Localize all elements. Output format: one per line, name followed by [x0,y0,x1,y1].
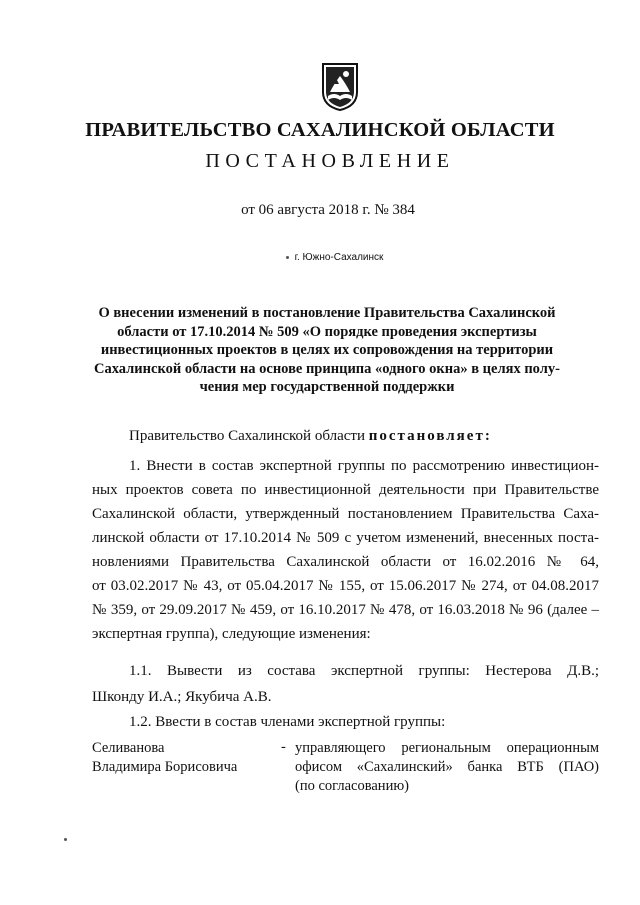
paragraph-line: № 359, от 29.09.2017 № 459, от 16.10.2017 № 478, от 16.03.2018 № 96 (далее – [92,602,599,618]
paragraph-line: 1. Внести в состав экспертной группы по рассмотрению инвестицион- [129,458,599,474]
member-role [295,739,599,796]
paragraph-line: экспертная группа), следующие изменения: [92,626,371,642]
title-line: чения мер государственной поддержки [199,379,455,395]
title-line: инвестиционных проектов в целях их сопровождения на территории [100,342,554,358]
paragraph-line: новлениями Правительства Сахалинской области от 16.02.2016 № 64, [92,554,599,570]
document-city: г. Южно-Сахалинск [294,252,384,263]
title-line: О внесении изменений в постановление Правительства Сахалинской [98,305,556,321]
member-role-line: управляющего региональным операционным [295,740,599,756]
intro-text: Правительство Сахалинской области [129,428,369,444]
item-1-paragraph [92,454,599,646]
paragraph-line: ных проектов совета по инвестиционной деятельности при Правительстве [92,482,599,498]
member-role-line: офисом «Сахалинский» банка ВТБ (ПАО) [295,759,599,775]
document-type-heading: ПОСТАНОВЛЕНИЕ [205,150,455,172]
paragraph-line: Сахалинской области, утвержденный постановлением Правительства Саха- [92,506,599,522]
authority-heading: ПРАВИТЕЛЬСТВО САХАЛИНСКОЙ ОБЛАСТИ [85,119,555,141]
paragraph-line: 1.1. Вывести из состава экспертной группы: Нестерова Д.В.; [129,663,599,679]
document-title [92,304,562,397]
paragraph-line: от 03.02.2017 № 43, от 05.04.2017 № 155, от 15.06.2017 № 274, от 04.08.2017 [92,578,599,594]
paragraph-line: линской области от 17.10.2014 № 509 с учетом изменений, внесенных поста- [92,530,599,546]
intro-decree-word: постановляет: [368,428,492,444]
scan-speck [64,838,67,841]
item-1-2-paragraph [92,710,599,734]
title-line: области от 17.10.2014 № 509 «О порядке проведения экспертизы [117,323,537,340]
member-name [92,739,237,777]
paragraph-line: 1.2. Ввести в состав членами экспертной группы: [129,714,446,730]
sakhalin-coat-of-arms-icon [320,62,360,112]
member-name-line: Селиванова [92,740,165,756]
intro-paragraph [92,424,599,448]
title-line: Сахалинской области на основе принципа «одного окна» в целях полу- [94,360,560,377]
paragraph-line: Шконду И.А.; Якубича А.В. [92,689,272,705]
member-dash: - [281,739,286,755]
scan-speck [286,256,289,259]
member-name-line: Владимира Борисовича [92,759,238,775]
item-1-1-paragraph [92,658,599,710]
member-role-line: (по согласованию) [295,778,409,794]
document-date-number: от 06 августа 2018 г. № 384 [241,202,415,218]
